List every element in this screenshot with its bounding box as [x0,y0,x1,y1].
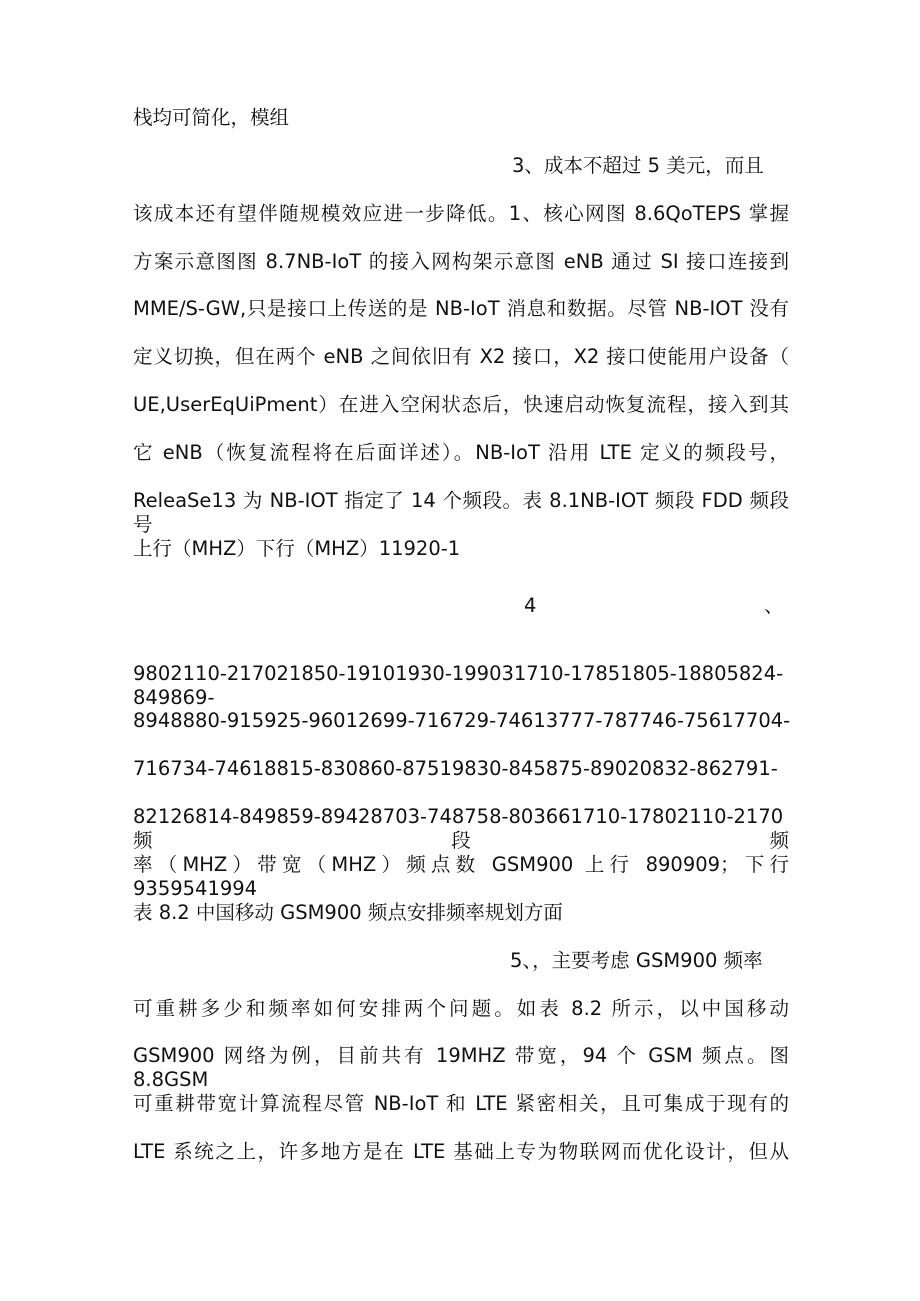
text-line: GSM900 网络为例，目前共有 19MHZ 带宽，94 个 GSM 频点。图 8.8GSM [133,1044,789,1091]
text-line: 定义切换，但在两个 eNB 之间依旧有 X2 接口，X2 接口使能用户设备（ [133,345,789,368]
text-line: 5、，主要考虑 GSM900 频率 [510,949,763,972]
text-line: 它 eNB（恢复流程将在后面详述）。NB-IoT 沿用 LTE 定义的频段号， [133,441,789,464]
text-line: LTE 系统之上，许多地方是在 LTE 基础上专为物联网而优化设计，但从 [133,1140,789,1163]
text-line: 上行（MHZ）下行（MHZ）11920-1 [133,537,461,560]
text-line: 率（MHZ）带宽（MHZ）频点数 GSM900 上行 890909；下行 9359541994 [133,853,789,900]
text-line: 可重耕带宽计算流程尽管 NB-IoT 和 LTE 紧密相关，且可集成于现有的 [133,1092,789,1115]
text-line: 栈均可简化，模组 [133,106,290,129]
text-line: 可重耕多少和频率如何安排两个问题。如表 8.2 所示，以中国移动 [133,997,789,1020]
text-line: 9802110-217021850-19101930-199031710-17851805-18805824-849869- [133,662,784,709]
text-line: 8948880-915925-96012699-716729-74613777-787746-75617704- [133,709,791,732]
text-line: ReleaSe13 为 NB-IOT 指定了 14 个频段。表 8.1NB-IOT 频段 FDD 频段号 [133,489,789,536]
text-line: 表 8.2 中国移动 GSM900 频点安排频率规划方面 [133,901,563,924]
text-line: 3、成本不超过 5 美元，而且 [512,154,764,177]
text-line: 4 [524,594,537,617]
text-line: 716734-74618815-830860-87519830-845875-89020832-862791- [133,757,778,780]
text-line: 82126814-849859-89428703-748758-803661710-17802110-2170 频段频 [133,805,789,852]
text-line: 方案示意图图 8.7NB-IoT 的接入网构架示意图 eNB 通过 SI 接口连接到 [133,250,789,273]
text-line: MME/S-GW,只是接口上传送的是 NB-IoT 消息和数据。尽管 NB-IOT 没有 [133,297,789,320]
text-line: UE,UserEqUiPment）在进入空闲状态后，快速启动恢复流程，接入到其 [133,393,789,416]
text-line: 该成本还有望伴随规模效应进一步降低。1、核心网图 8.6QoTEPS 掌握 [133,202,789,225]
text-line: 、 [764,594,784,617]
